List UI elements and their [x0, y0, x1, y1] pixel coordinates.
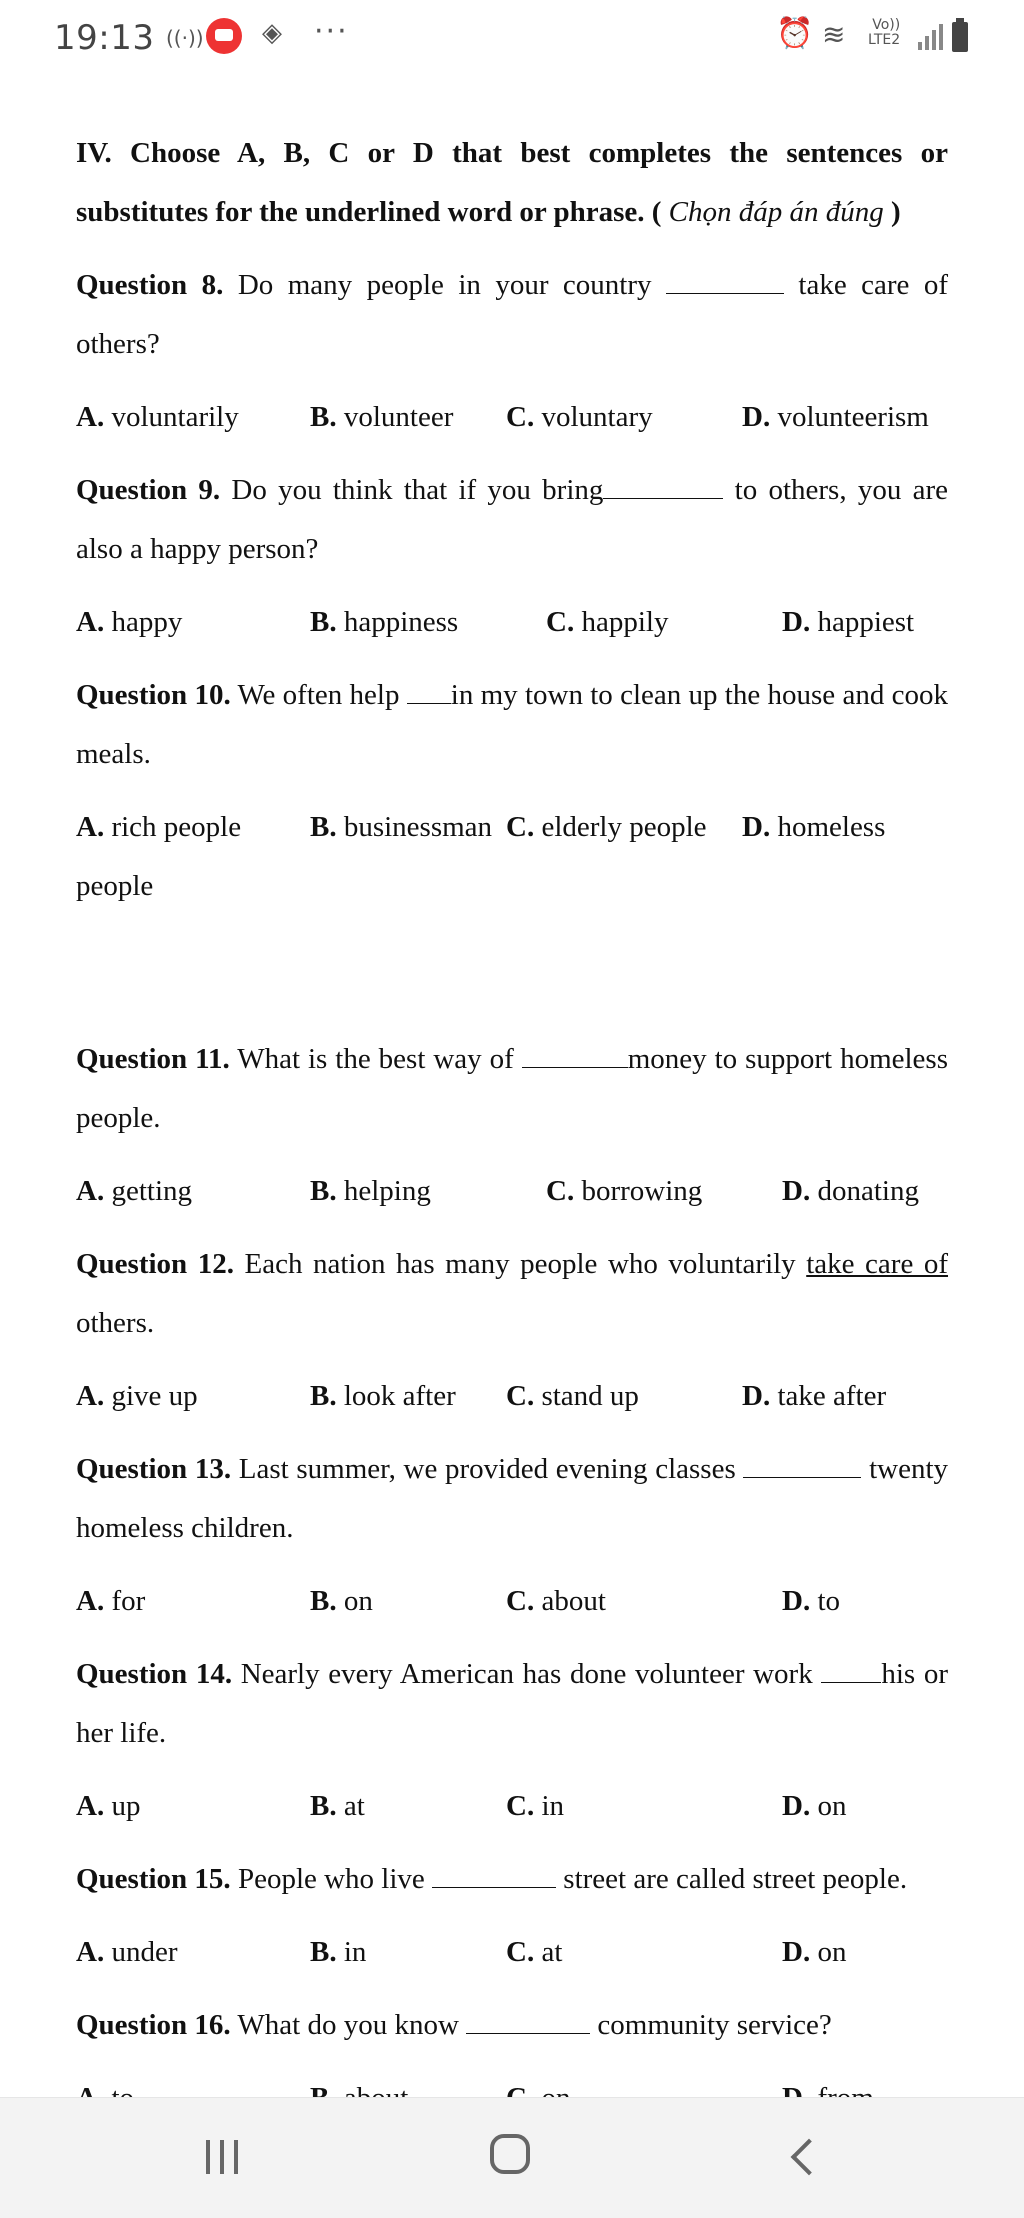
question-stem-after: to others, you are also a happy person?	[76, 474, 948, 565]
option-c[interactable]	[546, 593, 668, 652]
question-15	[76, 1850, 948, 1982]
option-letter: A.	[76, 606, 105, 638]
option-letter: D.	[742, 401, 771, 433]
question-label: Question 9.	[76, 474, 221, 506]
options-row	[76, 388, 948, 447]
question-stem-before: Each nation has many people who voluntarily	[233, 1248, 807, 1280]
option-text: to	[817, 1585, 841, 1617]
option-text: take after	[777, 1380, 887, 1412]
options-row	[76, 1162, 948, 1221]
options-row	[76, 1777, 948, 1836]
option-text: donating	[817, 1175, 919, 1207]
option-letter: D.	[782, 1585, 811, 1617]
question-stem-before: Nearly every American has done volunteer work	[232, 1658, 822, 1690]
more-icon: ···	[314, 14, 349, 49]
question-stem-after: community service?	[590, 2009, 832, 2041]
option-letter: D.	[782, 1936, 811, 1968]
volte-icon	[868, 18, 900, 48]
option-text: businessman	[343, 811, 493, 843]
option-a[interactable]	[76, 1162, 192, 1221]
answer-blank	[407, 681, 451, 704]
question-text	[76, 1850, 948, 1909]
option-letter: B.	[310, 811, 337, 843]
option-letter: C.	[506, 1936, 535, 1968]
spacer	[76, 916, 948, 1016]
podcast-icon: ((·))	[166, 26, 204, 50]
options-row	[76, 1572, 948, 1631]
question-label: Question 14.	[76, 1658, 233, 1690]
option-a[interactable]	[76, 1572, 145, 1631]
question-text	[76, 256, 948, 374]
question-text	[76, 1996, 948, 2055]
document-page	[76, 124, 948, 2128]
option-text: up	[111, 1790, 141, 1822]
option-text: in	[541, 1790, 565, 1822]
option-letter: A.	[76, 1585, 105, 1617]
option-letter: A.	[76, 1175, 105, 1207]
question-label: Question 16.	[76, 2009, 231, 2041]
question-label: Question 11.	[76, 1043, 230, 1075]
answer-blank	[821, 1660, 881, 1683]
option-text: happiness	[343, 606, 459, 638]
option-a[interactable]	[76, 1777, 140, 1836]
option-d[interactable]	[782, 593, 914, 652]
option-c[interactable]	[506, 1572, 606, 1631]
answer-blank	[466, 2011, 590, 2034]
option-text: borrowing	[581, 1175, 703, 1207]
option-letter: B.	[310, 606, 337, 638]
question-stem-after: street are called street people.	[556, 1863, 908, 1895]
recents-icon-bar	[206, 2140, 210, 2174]
underlined-phrase: take care of	[806, 1248, 949, 1280]
option-text: elderly people	[541, 811, 707, 843]
wifi-icon: ≋	[822, 18, 846, 51]
option-text: at	[343, 1790, 365, 1822]
option-d[interactable]	[782, 1572, 840, 1631]
clock: 19:13	[54, 18, 155, 58]
option-text: voluntary	[541, 401, 653, 433]
heading-vietnamese: Chọn đáp án đúng	[668, 196, 884, 228]
question-stem-before: What is the best way of	[229, 1043, 522, 1075]
option-a[interactable]	[76, 1367, 198, 1426]
home-button[interactable]	[490, 2134, 530, 2174]
option-text: rich people	[111, 811, 242, 843]
back-button[interactable]	[780, 2136, 828, 2180]
signal-icon	[918, 24, 946, 50]
question-stem-before: Last summer, we provided evening classes	[231, 1453, 744, 1485]
option-text: under	[111, 1936, 178, 1968]
question-11	[76, 1030, 948, 1221]
option-d[interactable]	[742, 388, 929, 447]
question-text	[76, 1440, 948, 1558]
section-heading	[76, 124, 948, 242]
question-label: Question 15.	[76, 1863, 231, 1895]
question-10	[76, 666, 948, 916]
options-row	[76, 798, 948, 857]
option-c[interactable]	[506, 1367, 639, 1426]
recents-icon-bar	[220, 2140, 224, 2174]
heading-text: IV. Choose A, B, C or D that best completes the sentences or substitutes for the underlined word or phrase. (	[76, 137, 948, 228]
question-stem-after: in my town to clean up the house and cook meals.	[76, 679, 948, 770]
option-text: in	[343, 1936, 367, 1968]
question-8	[76, 256, 948, 447]
option-text: volunteer	[343, 401, 454, 433]
question-stem-after: take care of others?	[76, 269, 949, 360]
option-text: happiest	[817, 606, 915, 638]
option-letter: C.	[506, 1380, 535, 1412]
option-letter: A.	[76, 1936, 105, 1968]
option-text: happily	[581, 606, 669, 638]
question-12	[76, 1235, 948, 1426]
battery-icon	[952, 22, 968, 52]
question-text	[76, 1645, 948, 1763]
option-c[interactable]	[506, 388, 653, 447]
question-13	[76, 1440, 948, 1631]
option-letter: A.	[76, 1380, 105, 1412]
question-stem-before: People who live	[230, 1863, 433, 1895]
option-text: volunteerism	[777, 401, 929, 433]
option-text: helping	[343, 1175, 431, 1207]
option-text: homeless	[777, 811, 886, 843]
option-text: at	[541, 1936, 563, 1968]
question-stem-before: Do many people in your country	[223, 269, 666, 301]
options-row	[76, 593, 948, 652]
option-letter: B.	[310, 1175, 337, 1207]
question-label: Question 13.	[76, 1453, 232, 1485]
option-c[interactable]	[506, 1777, 564, 1836]
options-row	[76, 1367, 948, 1426]
option-letter: A.	[76, 1790, 105, 1822]
heading-close: )	[883, 196, 901, 228]
option-d[interactable]	[742, 1367, 886, 1426]
question-stem-before: We often help	[230, 679, 407, 711]
option-a[interactable]	[76, 798, 241, 857]
option-text: give up	[111, 1380, 198, 1412]
option-letter: D.	[782, 606, 811, 638]
option-text: voluntarily	[111, 401, 239, 433]
question-stem-after: his or her life.	[76, 1658, 948, 1749]
option-letter: C.	[506, 811, 535, 843]
option-letter: C.	[506, 1790, 535, 1822]
diamond-icon: ◈	[262, 18, 282, 48]
option-letter: B.	[310, 401, 337, 433]
answer-blank	[666, 271, 784, 294]
option-text: happy	[111, 606, 183, 638]
option-c[interactable]	[506, 1923, 562, 1982]
status-bar	[0, 0, 1024, 78]
option-a[interactable]	[76, 593, 182, 652]
question-stem-before: What do you know	[230, 2009, 467, 2041]
question-text	[76, 1030, 948, 1148]
option-b[interactable]	[310, 1162, 431, 1221]
navigation-bar	[0, 2097, 1024, 2218]
question-14	[76, 1645, 948, 1836]
question-stem-before: Do you think that if you bring	[220, 474, 604, 506]
option-text: look after	[343, 1380, 456, 1412]
option-letter: C.	[506, 401, 535, 433]
answer-blank	[743, 1455, 861, 1478]
question-label: Question 12.	[76, 1248, 234, 1280]
option-text: on	[343, 1585, 373, 1617]
option-letter: D.	[742, 1380, 771, 1412]
question-stem-after: twenty homeless children.	[76, 1453, 948, 1544]
option-letter: C.	[506, 1585, 535, 1617]
option-b[interactable]	[310, 798, 492, 857]
answer-blank	[522, 1045, 628, 1068]
answer-blank	[432, 1865, 556, 1888]
option-letter: D.	[782, 1175, 811, 1207]
option-letter: A.	[76, 811, 105, 843]
volte-line-2: LTE2	[868, 32, 901, 48]
option-c[interactable]	[506, 798, 707, 857]
option-letter: B.	[310, 1585, 337, 1617]
question-text	[76, 461, 948, 579]
option-letter: C.	[546, 1175, 575, 1207]
option-d[interactable]	[782, 1777, 846, 1836]
option-d[interactable]	[742, 798, 885, 857]
option-b[interactable]	[310, 1777, 365, 1836]
option-letter: B.	[310, 1380, 337, 1412]
question-stem-after: money to support homeless people.	[76, 1043, 948, 1134]
option-letter: B.	[310, 1790, 337, 1822]
option-b[interactable]	[310, 1572, 373, 1631]
option-b[interactable]	[310, 388, 453, 447]
option-b[interactable]	[310, 593, 458, 652]
alarm-icon: ⏰	[776, 16, 814, 51]
option-text: getting	[111, 1175, 192, 1207]
option-letter: A.	[76, 401, 105, 433]
question-text	[76, 666, 948, 784]
volte-line-1: Vo))	[872, 17, 901, 33]
question-text	[76, 1235, 948, 1353]
option-text: about	[541, 1585, 606, 1617]
option-letter: C.	[546, 606, 575, 638]
option-b[interactable]	[310, 1923, 366, 1982]
option-a[interactable]	[76, 388, 239, 447]
option-d[interactable]	[782, 1162, 919, 1221]
options-row	[76, 1923, 948, 1982]
option-letter: D.	[782, 1790, 811, 1822]
option-letter: D.	[742, 811, 771, 843]
option-a[interactable]	[76, 1923, 177, 1982]
answer-blank	[603, 476, 723, 499]
option-letter: B.	[310, 1936, 337, 1968]
option-text: on	[817, 1936, 847, 1968]
option-text: stand up	[541, 1380, 639, 1412]
option-b[interactable]	[310, 1367, 456, 1426]
question-stem-after: others.	[76, 1307, 155, 1339]
option-d[interactable]	[782, 1923, 846, 1982]
question-label: Question 8.	[76, 269, 224, 301]
option-text: on	[817, 1790, 847, 1822]
question-9	[76, 461, 948, 652]
option-text: for	[111, 1585, 146, 1617]
recents-icon-bar	[234, 2140, 238, 2174]
option-c[interactable]	[546, 1162, 702, 1221]
app-notification-icon	[206, 18, 242, 54]
recents-button[interactable]	[200, 2136, 248, 2180]
question-label: Question 10.	[76, 679, 231, 711]
option-d-wrap: people	[76, 870, 154, 902]
